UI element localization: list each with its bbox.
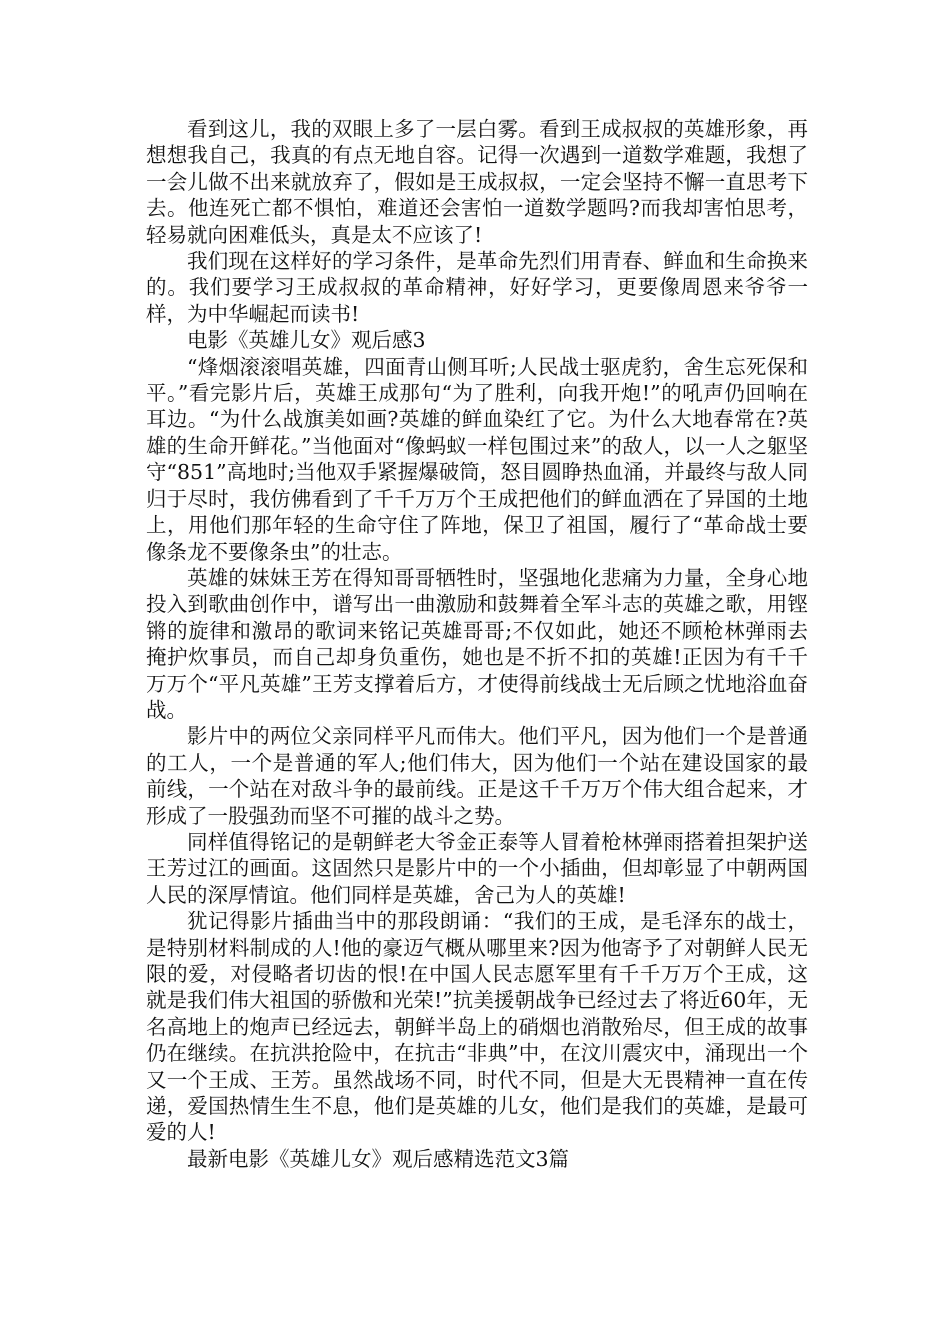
paragraph-korean-elder: 同样值得铭记的是朝鲜老大爷金正泰等人冒着枪林弹雨搭着担架护送王芳过江的画面。这固然只是影片中的一个小插曲，但却彰显了中朝两国人民的深厚情谊。他们同样是英雄，舍己为人的英雄! bbox=[146, 829, 808, 907]
document-body bbox=[146, 116, 808, 1172]
paragraph-reflection: 看到这儿，我的双眼上多了一层白雾。看到王成叔叔的英雄形象，再想想我自己，我真的有点无地自容。记得一次遇到一道数学难题，我想了一会儿做不出来就放弃了，假如是王成叔叔，一定会坚持不懈一直思考下去。他连死亡都不惧怕，难道还会害怕一道数学题吗?而我却害怕思考，轻易就向困难低头，真是太不应该了! bbox=[146, 117, 808, 247]
paragraph-two-fathers: 影片中的两位父亲同样平凡而伟大。他们平凡，因为他们一个是普通的工人，一个是普通的军人;他们伟大，因为他们一个站在建设国家的最前线，一个站在对敌斗争的最前线。正是这千千万万个伟大组合起来，才形成了一股强劲而坚不可摧的战斗之势。 bbox=[146, 724, 808, 828]
paragraph-wang-cheng: “烽烟滚滚唱英雄，四面青山侧耳听;人民战士驱虎豹，舍生忘死保和平。”看完影片后，英雄王成那句“为了胜利，向我开炮!”的吼声仍回响在耳边。“为什么战旗美如画?英雄的鲜血染红了它。为什么大地春常在?英雄的生命开鲜花。”当他面对“像蚂蚁一样包围过来”的敌人，以一人之躯坚守“851”高地时;当他双手紧握爆破筒，怒目圆睁热血涌，并最终与敌人同归于尽时，我仿佛看到了千千万万个王成把他们的鲜血洒在了异国的土地上，用他们那年轻的生命守住了阵地，保卫了祖国，履行了“革命战士要像条龙不要像条虫”的壮志。 bbox=[146, 354, 808, 564]
section-heading-essay-3: 电影《英雄儿女》观后感3 bbox=[187, 328, 426, 353]
paragraph-wang-fang: 英雄的妹妹王芳在得知哥哥牺牲时，坚强地化悲痛为力量，全身心地投入到歌曲创作中，谱写出一曲激励和鼓舞着全军斗志的英雄之歌，用铿锵的旋律和激昂的歌词来铭记英雄哥哥;不仅如此，她还不顾枪林弹雨去掩护炊事员，而自己却身负重伤，她也是不折不扣的英雄!正因为有千千万万个“平凡英雄”王芳支撑着后方，才使得前线战士无后顾之忧地浴血奋战。 bbox=[146, 565, 808, 722]
document-footer-title: 最新电影《英雄儿女》观后感精选范文3篇 bbox=[187, 1146, 570, 1171]
paragraph-study-conditions: 我们现在这样好的学习条件，是革命先烈们用青春、鲜血和生命换来的。我们要学习王成叔叔的革命精神，好好学习，更要像周恩来爷爷一样，为中华崛起而读书! bbox=[146, 249, 808, 326]
paragraph-recitation: 犹记得影片插曲当中的那段朗诵：“我们的王成，是毛泽东的战士，是特别材料制成的人!他的豪迈气概从哪里来?因为他寄予了对朝鲜人民无限的爱，对侵略者切齿的恨!在中国人民志愿军里有千千万万个王成，这就是我们伟大祖国的骄傲和光荣!”抗美援朝战争已经过去了将近60年，无名高地上的炮声已经远去，朝鲜半岛上的硝烟也消散殆尽，但王成的故事仍在继续。在抗洪抢险中，在抗击“非典”中，在汶川震灾中，涌现出一个又一个王成、王芳。虽然战场不同，时代不同，但是大无畏精神一直在传递，爱国热情生生不息，他们是英雄的儿女，他们是我们的英雄，是最可爱的人! bbox=[146, 909, 808, 1145]
